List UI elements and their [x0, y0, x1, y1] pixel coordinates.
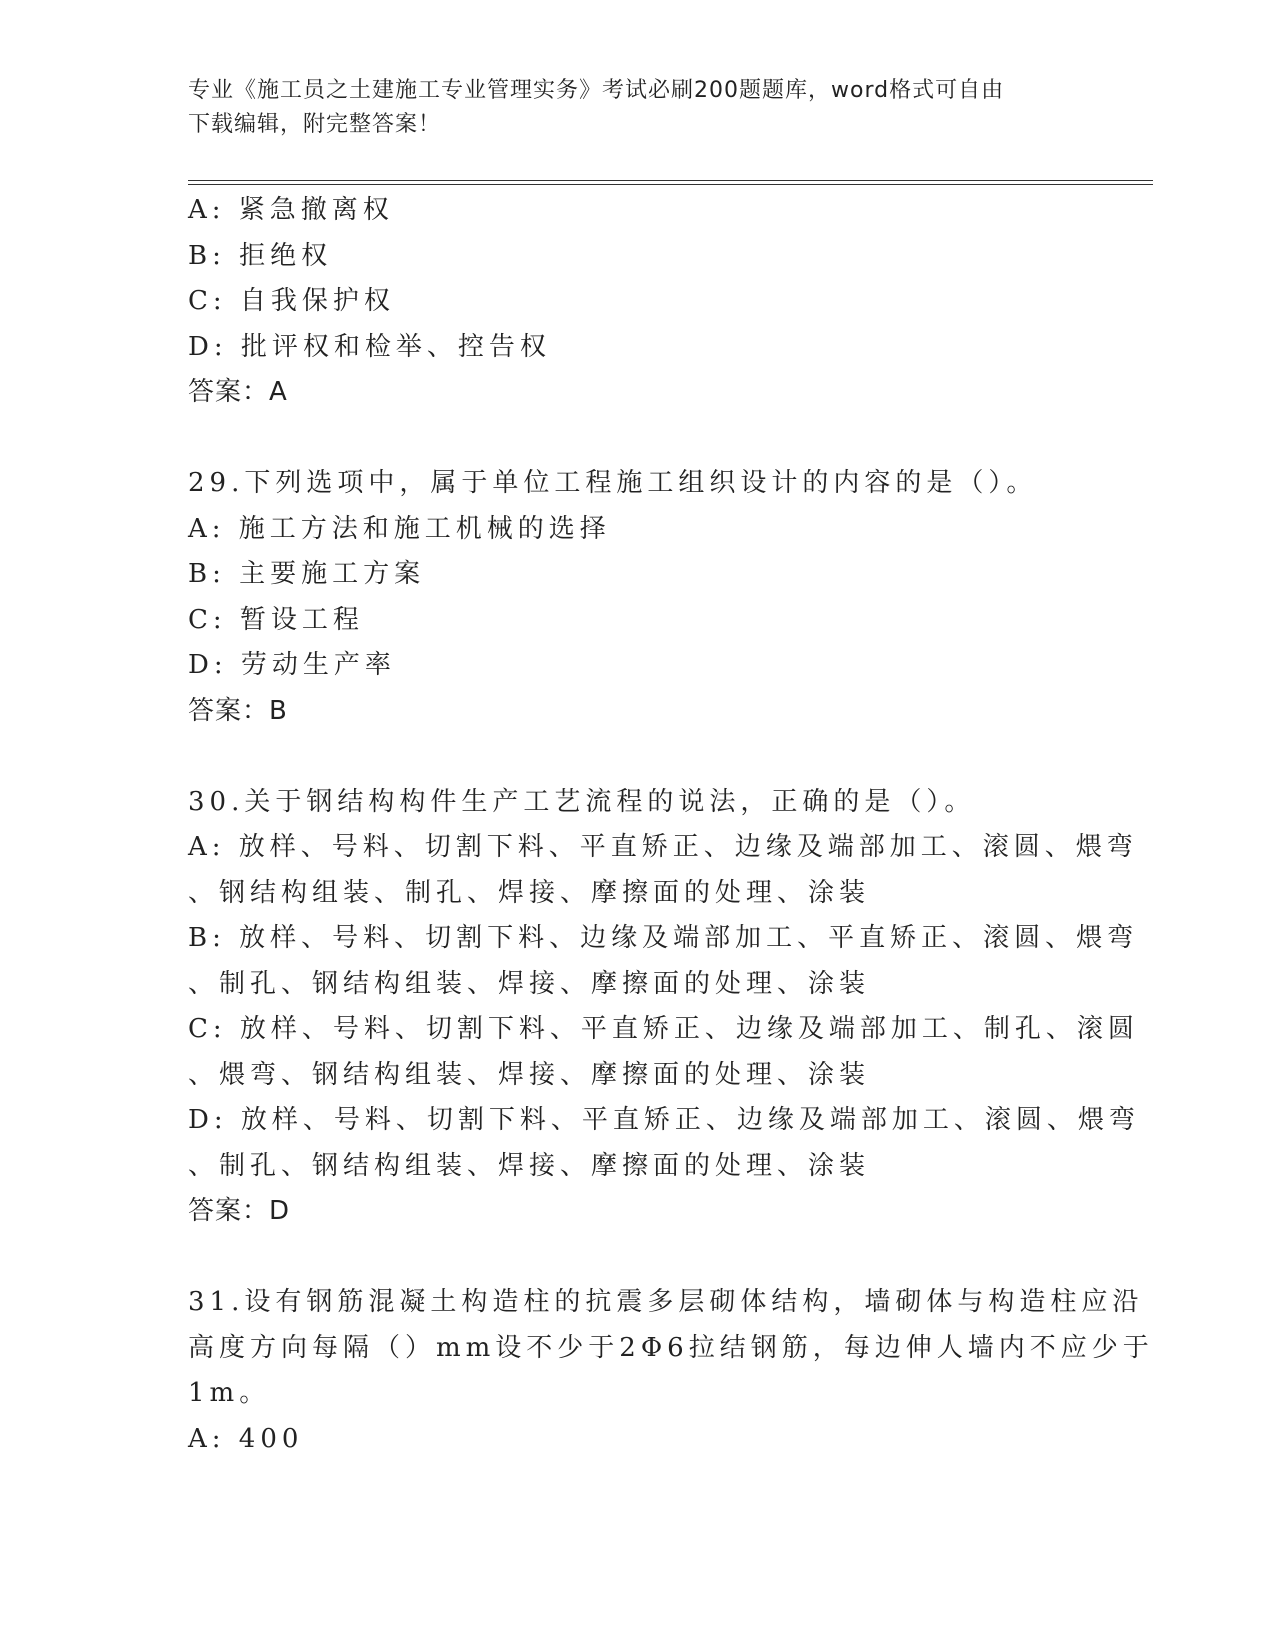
- q28-option-a: A: 紧急撤离权: [188, 195, 394, 225]
- q31-stem-line-3: 1m。: [188, 1378, 271, 1408]
- spacer: [188, 734, 1088, 780]
- question-28: [188, 188, 1088, 416]
- q31-option-a: A: 400: [188, 1423, 304, 1454]
- q30-option-b-line-2: 、制孔、钢结构组装、焊接、摩擦面的处理、涂装: [188, 968, 871, 999]
- q30-option-a-line-1: A: 放样、号料、切割下料、平直矫正、边缘及端部加工、滚圆、煨弯: [188, 832, 1138, 862]
- q29-stem: 29.下列选项中，属于单位工程施工组织设计的内容的是（）。: [188, 468, 1038, 498]
- q30-option-d-line-2: 、制孔、钢结构组装、焊接、摩擦面的处理、涂装: [188, 1150, 871, 1181]
- q29-option-c: C: 暂设工程: [188, 604, 364, 635]
- q29-answer: 答案：B: [188, 695, 288, 726]
- q30-answer: 答案：D: [188, 1196, 291, 1226]
- q30-option-b-line-1: B: 放样、号料、切割下料、边缘及端部加工、平直矫正、滚圆、煨弯: [188, 923, 1139, 953]
- document-header: [188, 74, 1088, 142]
- q31-stem-line-1: 31.设有钢筋混凝土构造柱的抗震多层砌体结构，墙砌体与构造柱应沿: [188, 1287, 1144, 1317]
- question-30: [188, 780, 1140, 1235]
- header-divider: [188, 180, 1153, 185]
- question-31: [188, 1280, 1154, 1462]
- q29-option-d: D: 劳动生产率: [188, 650, 396, 680]
- q28-option-b: B: 拒绝权: [188, 240, 333, 271]
- question-list: [188, 188, 1154, 1462]
- header-line-1: 专业《施工员之土建施工专业管理实务》考试必刷200题题库，word格式可自由: [188, 78, 1005, 103]
- header-line-2: 下载编辑，附完整答案！: [188, 112, 442, 137]
- spacer: [188, 1235, 1088, 1281]
- spacer: [188, 416, 1088, 462]
- q30-option-c-line-2: 、煨弯、钢结构组装、焊接、摩擦面的处理、涂装: [188, 1059, 871, 1090]
- q30-option-c-line-1: C: 放样、号料、切割下料、平直矫正、边缘及端部加工、制孔、滚圆: [188, 1014, 1139, 1044]
- q30-option-a-line-2: 、钢结构组装、制孔、焊接、摩擦面的处理、涂装: [188, 877, 871, 908]
- q30-stem: 30.关于钢结构构件生产工艺流程的说法，正确的是（）。: [188, 786, 976, 817]
- q30-option-d-line-1: D: 放样、号料、切割下料、平直矫正、边缘及端部加工、滚圆、煨弯: [188, 1105, 1140, 1135]
- q28-option-c: C: 自我保护权: [188, 286, 395, 316]
- q29-option-b: B: 主要施工方案: [188, 559, 426, 589]
- q29-option-a: A: 施工方法和施工机械的选择: [188, 513, 611, 544]
- question-29: [188, 461, 1088, 734]
- q31-stem-line-2: 高度方向每隔（）mm设不少于2Φ6拉结钢筋，每边伸人墙内不应少于: [188, 1332, 1154, 1363]
- q28-option-d: D: 批评权和检举、控告权: [188, 331, 551, 362]
- q28-answer: 答案：A: [188, 377, 288, 407]
